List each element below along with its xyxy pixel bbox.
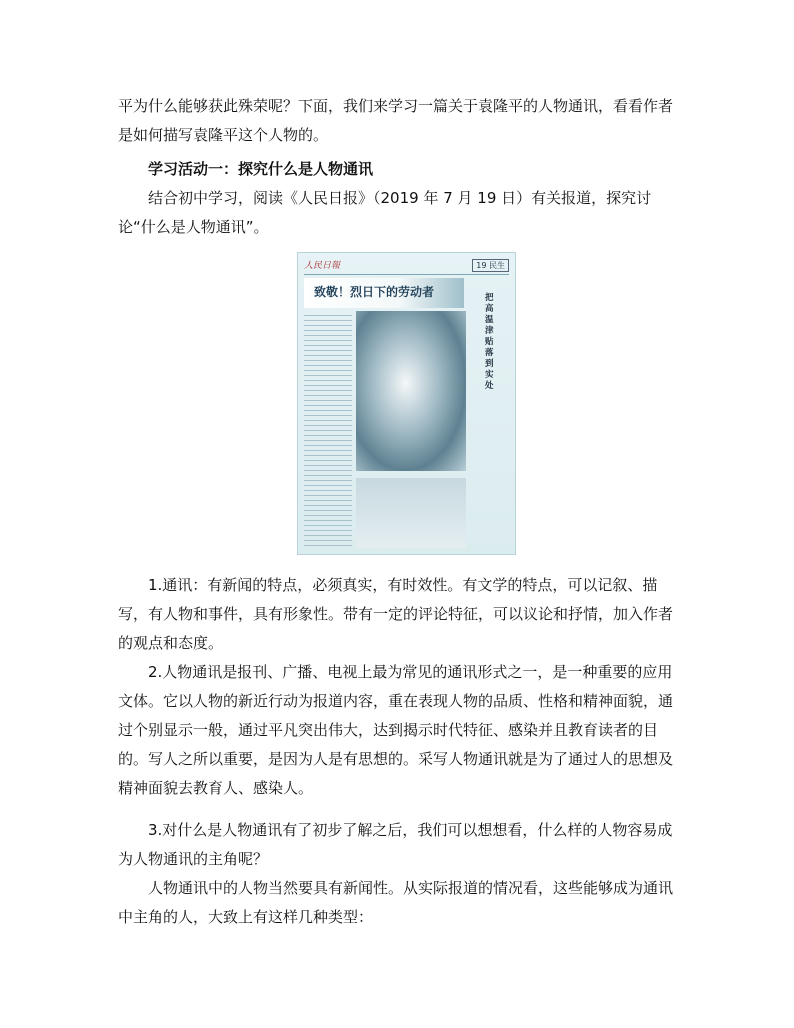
task-paragraph: 结合初中学习，阅读《人民日报》（2019 年 7 月 19 日）有关报道，探究讨论“什么是人物通讯”。 bbox=[118, 189, 652, 236]
point-2-paragraph: 2.人物通讯是报刊、广播、电视上最为常见的通讯形式之一，是一种重要的应用文体。它以人物的新近行动为报道内容，重在表现人物的品质、性格和精神面貌，通过个别显示一般，通过平凡突出伟大，达到揭示时代特征、感染并且教育读者的目的。写人之所以重要，是因为人是有思想的。采写人物通讯就是为了通过人的思想及精神面貌去教育人、感染人。 bbox=[118, 663, 674, 797]
newspaper-page-label: 19 民生 bbox=[472, 259, 509, 272]
intro-paragraph: 平为什么能够获此殊荣呢？下面，我们来学习一篇关于袁隆平的人物通讯，看看作者是如何描写袁隆平这个人物的。 bbox=[118, 97, 674, 144]
newspaper-text-column bbox=[304, 315, 352, 550]
point-1-paragraph: 1.通讯：有新闻的特点，必须真实，有时效性。有文学的特点，可以记叙、描写，有人物和事件，具有形象性。带有一定的评论特征，可以议论和抒情，加入作者的观点和态度。 bbox=[118, 576, 674, 652]
newspaper-side-column bbox=[472, 278, 510, 548]
types-paragraph: 人物通讯中的人物当然要具有新闻性。从实际报道的情况看，这些能够成为通讯中主角的人，大致上有这样几种类型： bbox=[118, 879, 674, 926]
point-3-paragraph: 3.对什么是人物通讯有了初步了解之后，我们可以想想看，什么样的人物容易成为人物通讯的主角呢？ bbox=[118, 821, 673, 868]
newspaper-headline: 致敬！烈日下的劳动者 bbox=[314, 285, 435, 299]
newspaper-photo-secondary bbox=[356, 478, 466, 548]
newspaper-photo bbox=[356, 311, 466, 471]
activity-heading: 学习活动一：探究什么是人物通讯 bbox=[148, 160, 374, 178]
newspaper-banner bbox=[304, 278, 464, 308]
newspaper-masthead: 人民日報 bbox=[304, 261, 341, 271]
newspaper-image bbox=[297, 252, 516, 555]
newspaper-side-title: 把高温津贴落到实处 bbox=[485, 293, 494, 391]
newspaper-header bbox=[304, 258, 509, 275]
